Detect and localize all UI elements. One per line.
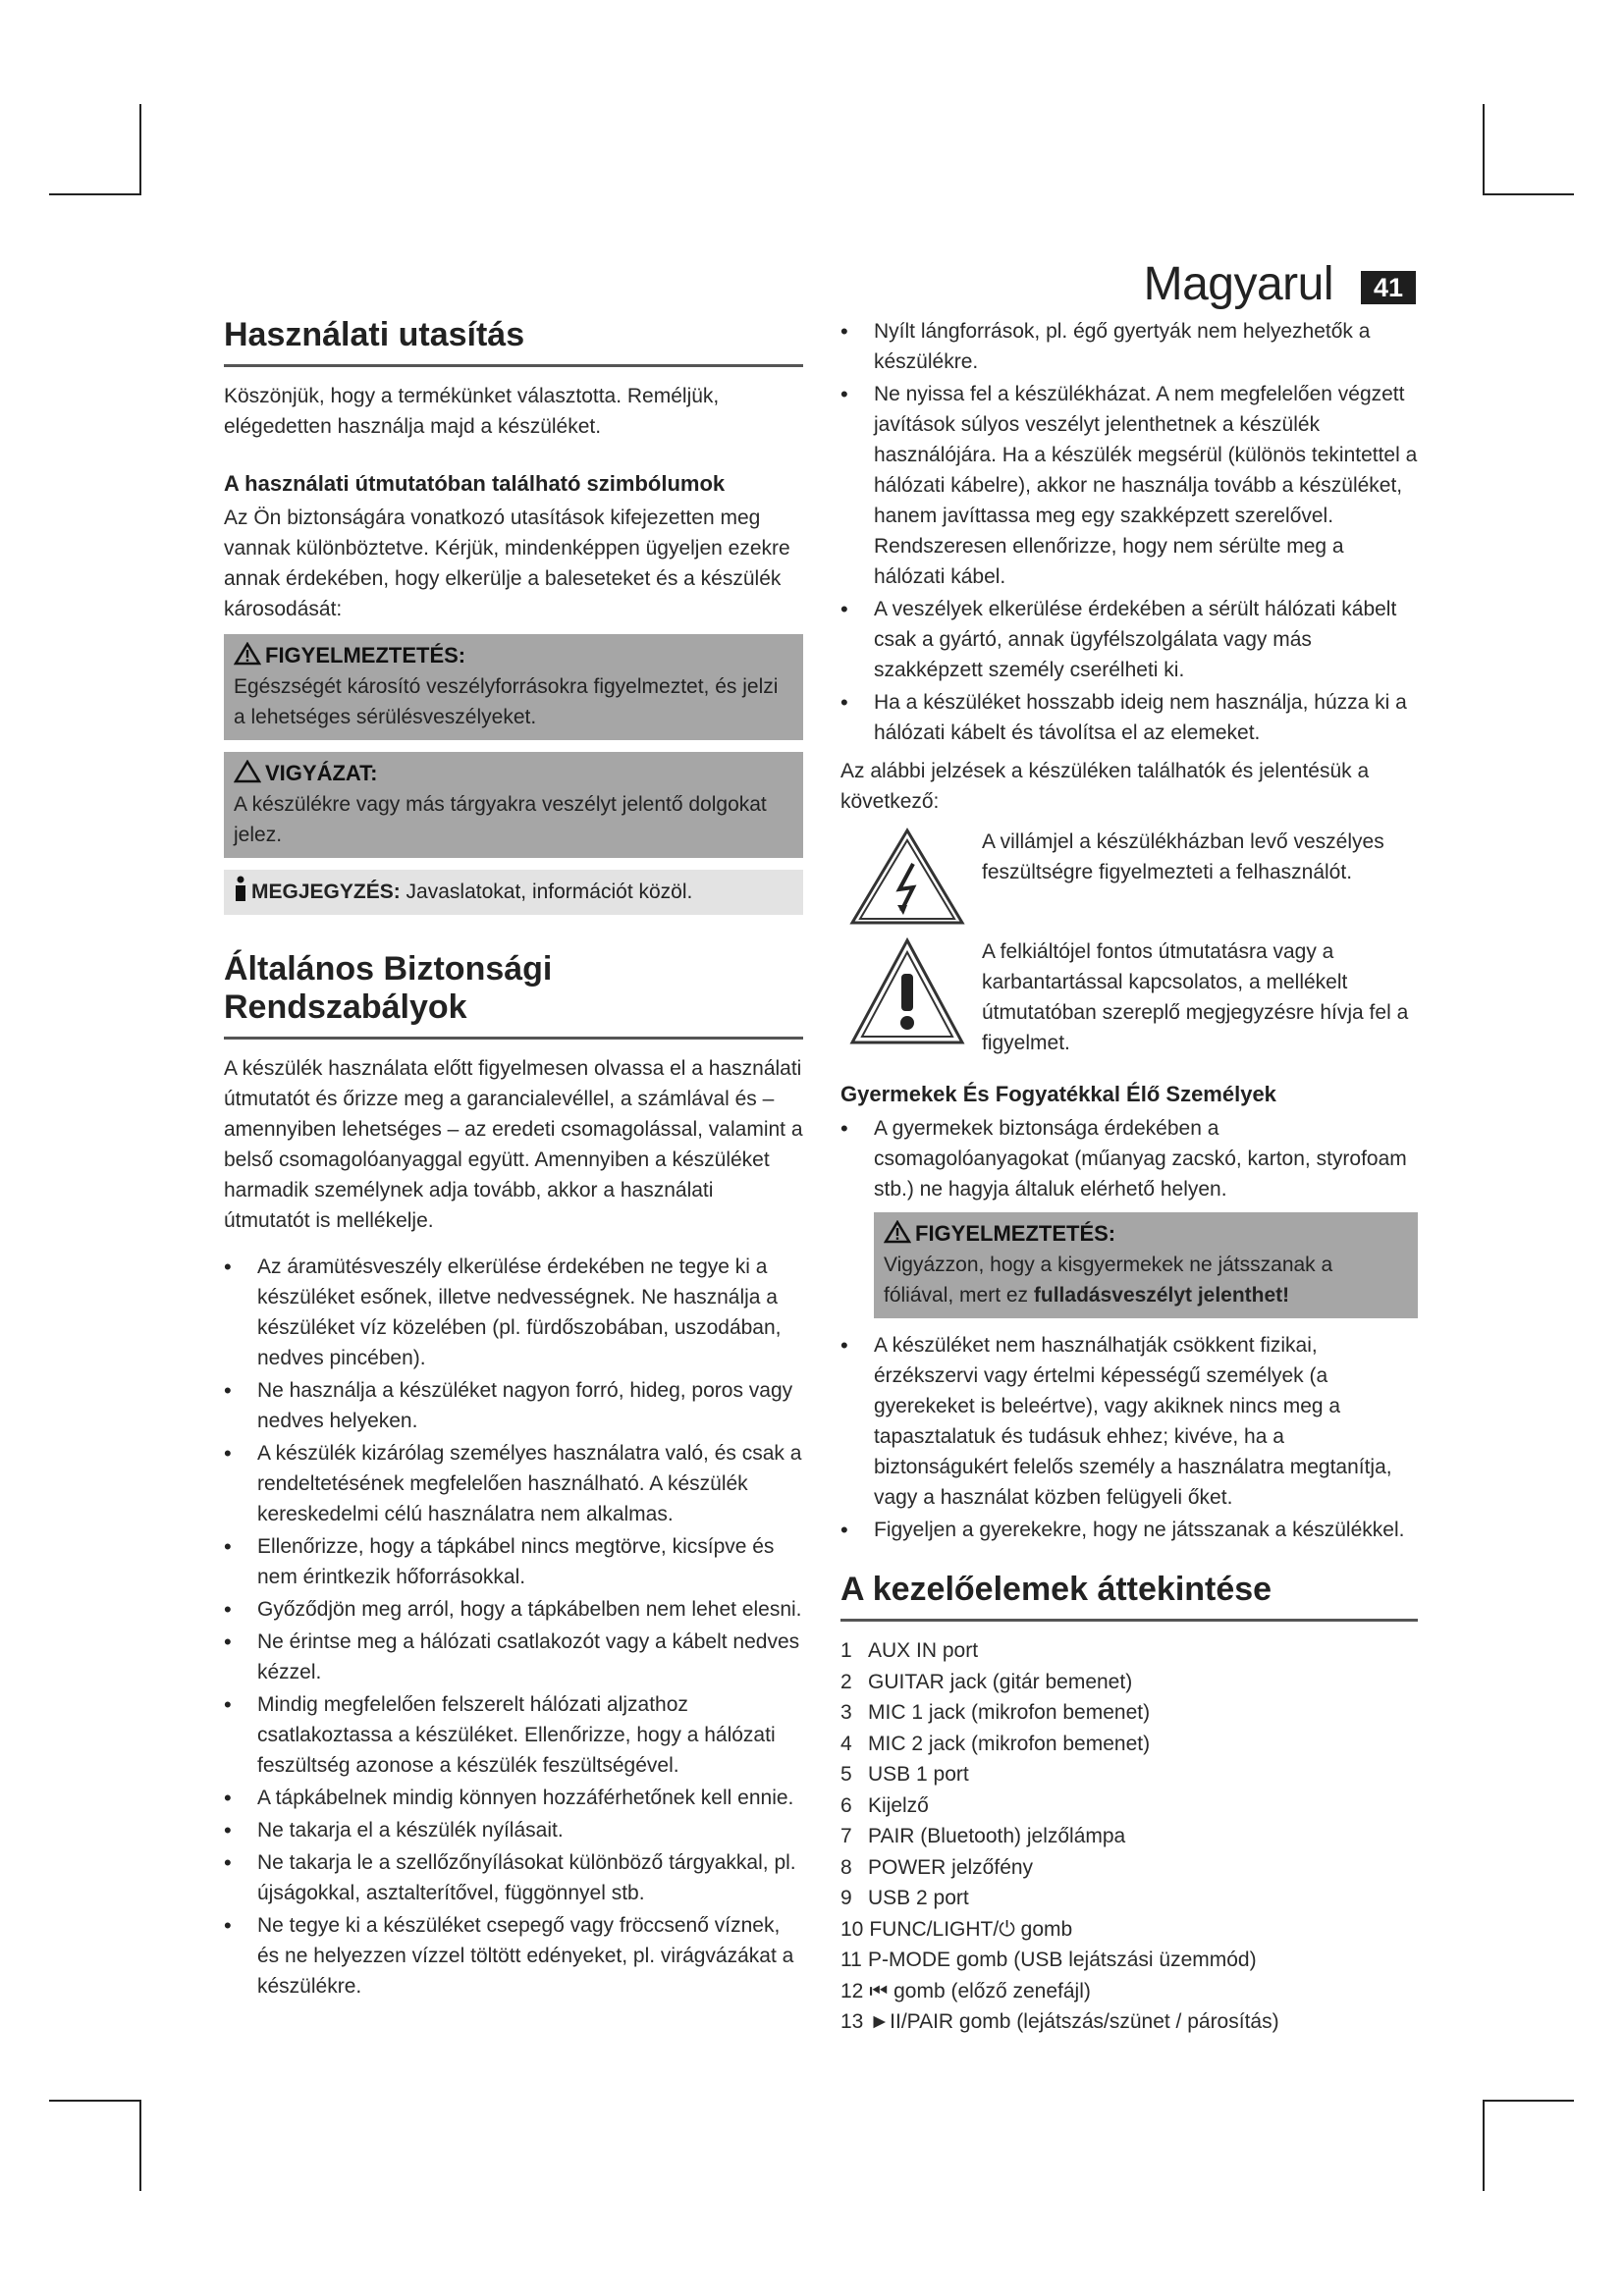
page-number: 41 (1361, 271, 1416, 304)
warning-box-children (874, 1212, 1418, 1318)
warning-text: Egészségét károsító veszélyforrásokra figyelmeztet, és jelzi a lehetséges sérülésveszélyeket. (234, 675, 779, 728)
list-item: 3 MIC 1 jack (mikrofon bemenet) (840, 1701, 1151, 1724)
safety-list-continued (840, 316, 1418, 748)
lightning-warning-icon (848, 827, 966, 927)
crop-mark (49, 2100, 140, 2102)
list-item: 6 Kijelző (840, 1793, 929, 1817)
caution-text: A készülékre vagy más tárgyakra veszélyt jelentő dolgokat jelez. (234, 793, 767, 846)
lightning-text: A villámjel a készülékházban levő veszélyes feszültségre figyelmezteti a felhasználót. (982, 830, 1384, 883)
warning-box (224, 634, 803, 740)
note-title: MEGJEGYZÉS: (251, 881, 401, 903)
children-list-2 (840, 1330, 1418, 1545)
page-title: Használati utasítás (224, 316, 803, 367)
crop-mark (49, 193, 140, 195)
warning2-paragraph (884, 1250, 1408, 1310)
list-item: 5 USB 1 port (840, 1763, 969, 1786)
list-item: 9 USB 2 port (840, 1887, 969, 1909)
warning2-bold: fulladásveszélyt jelenthet! (1033, 1284, 1290, 1307)
safety-list (224, 1252, 803, 2002)
list-item: • Ne takarja le a szellőzőnyílásokat különböző tárgyakkal, pl. újságokkal, asztalterítővel, függönnyel stb. (224, 1847, 803, 1908)
crop-mark (139, 2100, 141, 2191)
controls-title: A kezelőelemek áttekintése (840, 1571, 1418, 1622)
children-list (840, 1113, 1418, 1204)
list-item: • Győződjön meg arról, hogy a tápkábelben nem lehet elesni. (224, 1594, 803, 1625)
list-item: 4 MIC 2 jack (mikrofon bemenet) (840, 1732, 1151, 1755)
crop-mark (1483, 193, 1574, 195)
crop-mark (1483, 104, 1485, 195)
note-text: Javaslatokat, információt közöl. (406, 881, 693, 903)
list-item: • Ne érintse meg a hálózati csatlakozót vagy a kábelt nedves kézzel. (224, 1627, 803, 1687)
warning-title: FIGYELMEZTETÉS: (265, 643, 466, 667)
crop-mark (1483, 2100, 1485, 2191)
right-column (840, 316, 1418, 2038)
list-item: 13 ►II/PAIR gomb (lejátszás/szünet / párosítás) (840, 2010, 1279, 2033)
list-item: 2 GUITAR jack (gitár bemenet) (840, 1670, 1133, 1693)
crop-mark (139, 104, 141, 195)
lightning-symbol-row (840, 827, 1418, 927)
safety-title: Általános Biztonsági Rendszabályok (224, 950, 803, 1040)
warning2-title: FIGYELMEZTETÉS: (915, 1221, 1116, 1246)
info-icon (234, 876, 247, 901)
list-item: 8 POWER jelzőfény (840, 1855, 1034, 1879)
list-item: • Nyílt lángforrások, pl. égő gyertyák nem helyezhetők a készülékre. (840, 316, 1418, 377)
intro-text: Köszönjük, hogy a termékünket választotta. Reméljük, elégedetten használja majd a készüléket. (224, 385, 720, 438)
warning-triangle-icon (884, 1220, 911, 1244)
exclamation-symbol-row (840, 936, 1418, 1058)
list-item: • Ellenőrizze, hogy a tápkábel nincs megtörve, kicsípve és nem érintkezik hőforrásokkal. (224, 1531, 803, 1592)
exclamation-text: A felkiáltójel fontos útmutatásra vagy a karbantartással kapcsolatos, a mellékelt útmutatóban szereplő megjegyzésre hívja fel a figyelmet. (982, 940, 1409, 1054)
list-item: • A készülék kizárólag személyes használatra való, és csak a rendeltetésének megfelelően használható. A készülék kereskedelmi célú használatra nem alkalmas. (224, 1438, 803, 1529)
list-item: • Ha a készüléket hosszabb ideig nem használja, húzza ki a hálózati kábelt és távolítsa el az elemeket. (840, 687, 1418, 748)
list-item: • Ne nyissa fel a készülékházat. A nem megfelelően végzett javítások súlyos veszélyt jelenthetnek a készülék használójára. Ha a készülék megsérül (különös tekintettel a hálózati kábelre), akkor ne használja tovább a készüléket, hanem javíttassa meg egy szakképzett szerelővel. Rendszeresen ellenőrizze, hogy nem sérülte meg a hálózati kábel. (840, 379, 1418, 592)
warning-triangle-icon (234, 642, 261, 666)
list-item: 7 PAIR (Bluetooth) jelzőlámpa (840, 1825, 1126, 1847)
left-column (224, 316, 803, 2003)
list-item: 1 AUX IN port (840, 1639, 979, 1662)
list-item: • A veszélyek elkerülése érdekében a sérült hálózati kábelt csak a gyártó, annak ügyfélszolgálata vagy más szakképzett személy cserélheti ki. (840, 594, 1418, 685)
list-item: • Ne tegye ki a készüléket csepegő vagy fröccsenő víznek, és ne helyezzen vízzel töltött edényeket, pl. virágvázákat a készülékre. (224, 1910, 803, 2002)
children-heading: Gyermekek És Fogyatékkal Élő Személyek (840, 1082, 1276, 1106)
exclamation-warning-icon (848, 936, 966, 1050)
list-item: 11 P-MODE gomb (USB lejátszási üzemmód) (840, 1949, 1257, 1971)
list-item: • A tápkábelnek mindig könnyen hozzáférhetőnek kell ennie. (224, 1783, 803, 1813)
crop-mark (1483, 2100, 1574, 2102)
list-item: 10 FUNC/LIGHT/⏻ gomb (840, 1917, 1073, 1941)
parts-list (840, 1635, 1418, 2038)
caution-triangle-icon (234, 760, 261, 783)
list-item: • Figyeljen a gyerekekre, hogy ne játsszanak a készülékkel. (840, 1515, 1418, 1545)
symbols-text: Az Ön biztonságára vonatkozó utasítások kifejezetten meg vannak különböztetve. Kérjük, mindenképpen ügyeljen ezekre annak érdekében, hogy elkerülje a baleseteket és a készülék károsodását: (224, 507, 790, 620)
list-item: • Ne takarja el a készülék nyílásait. (224, 1815, 803, 1845)
list-item: • Mindig megfelelően felszerelt hálózati aljzathoz csatlakoztassa a készüléket. Ellenőrizze, hogy a hálózati feszültség azonose a készülék feszültségével. (224, 1689, 803, 1781)
list-item: • A készüléket nem használhatják csökkent fizikai, érzékszervi vagy értelmi képességű személyek (a gyerekeket is beleértve), vagy akiknek nincs meg a tapasztalatuk és tudásuk ehhez; kivéve, ha a biztonságukért felelős személy a használatra megtanítja, vagy a használat közben felügyeli őket. (840, 1330, 1418, 1513)
marks-intro: Az alábbi jelzések a készüléken találhatók és jelentésük a következő: (840, 760, 1370, 813)
caution-box (224, 752, 803, 858)
list-item: • A gyermekek biztonsága érdekében a csomagolóanyagokat (műanyag zacskó, karton, styrofoam stb.) ne hagyja általuk elérhető helyen. (840, 1113, 1418, 1204)
list-item: • Ne használja a készüléket nagyon forró, hideg, poros vagy nedves helyeken. (224, 1375, 803, 1436)
note-box (224, 870, 803, 915)
list-item: 12 ⏮ gomb (előző zenefájl) (840, 1979, 1091, 2002)
caution-title: VIGYÁZAT: (265, 761, 378, 785)
symbols-heading: A használati útmutatóban található szimbólumok (224, 471, 726, 496)
list-item: • Az áramütésveszély elkerülése érdekében ne tegye ki a készüléket esőnek, illetve nedvességnek. Ne használja a készüléket víz közelében (pl. fürdőszobában, uszodában, nedves pincében). (224, 1252, 803, 1373)
language-label: Magyarul (1143, 258, 1333, 310)
warning2-text: Vigyázzon, hogy a kisgyermekek ne játsszanak a fóliával, mert ez (884, 1254, 1333, 1307)
safety-intro: A készülék használata előtt figyelmesen olvassa el a használati útmutatót és őrizze meg a garancialevéllel, a számlával és – amennyiben lehetséges – az eredeti csomagolással, valamint a belső csomagolóanyaggal együtt. Amennyiben a készüléket harmadik személynek adja tovább, akkor a használati útmutatót is mellékelje. (224, 1057, 803, 1232)
